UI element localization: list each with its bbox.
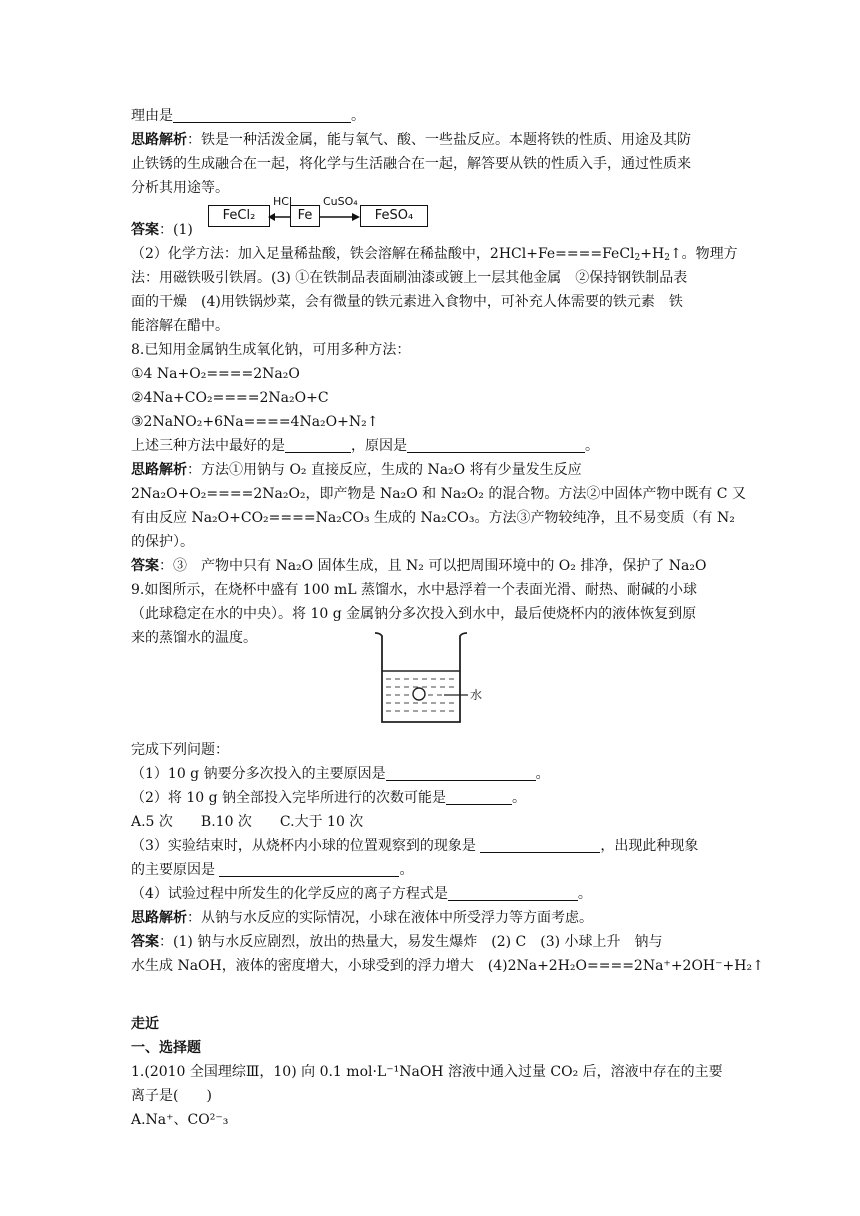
q9-part-4-text: （4）试验过程中所发生的化学反应的离子方程式是 xyxy=(131,886,448,902)
q9-stem-line-2: （此球稳定在水的中央）。将 10 g 金属钠分多次投入到水中，最后使烧杯内的液体恢复到原 xyxy=(131,606,697,622)
reaction-arrows xyxy=(266,210,366,224)
water-label: 水 xyxy=(470,688,483,702)
arrowhead-left xyxy=(268,213,275,221)
q8-ask-b: ，原因是 xyxy=(351,438,407,454)
q7-answer-text-2c: ↑。物理方 xyxy=(669,246,738,262)
q9-part-1-text: （1）10 g 钠要分多次投入的主要原因是 xyxy=(131,766,386,782)
answer-blank[interactable] xyxy=(219,860,399,877)
hcl-reagent-label: HCl xyxy=(273,195,293,208)
analysis-label: 思路解析 xyxy=(131,462,187,478)
q7-analysis-line-2: 止铁锈的生成融合在一起，将化学与生活融合在一起，解答要从铁的性质入手，通过性质来 xyxy=(131,156,691,172)
q7-answer-line-5: 能溶解在醋中。 xyxy=(131,318,229,334)
mcq-1-option-a: A.Na⁺、CO²⁻₃ xyxy=(131,1112,229,1128)
q9-analysis-text: ：从钠与水反应的实际情况，小球在液体中所受浮力等方面考虑。 xyxy=(187,910,593,926)
feso4-box: FeSO₄ xyxy=(360,205,428,227)
q7-answer-line-2: （2）化学方法：加入足量稀盐酸，铁会溶解在稀盐酸中，$2HCl+Fe====FeCl_2+H_2↑$。物理方 xyxy=(131,246,738,263)
q9-analysis-line xyxy=(131,906,736,930)
q9-part-3-cont: 的主要原因是 xyxy=(131,862,220,878)
q8-question-line xyxy=(131,434,736,458)
q8-analysis-line-3: 有由反应 Na₂O+CO₂====Na₂CO₃ 生成的 Na₂CO₃。方法③产物较纯净，且不易变质（有 N₂ xyxy=(131,510,735,526)
q9-answer-line-2: 水生成 NaOH，液体的密度增大，小球受到的浮力增大 (4)2Na+2H₂O====2Na⁺+2OH⁻+H₂↑ xyxy=(131,958,764,974)
q9-part-4 xyxy=(131,882,736,906)
answer-label: 答案 xyxy=(131,222,159,238)
q7-answer-text-2a: （2）化学方法：加入足量稀盐酸，铁会溶解在稀盐酸中，2HCl+Fe====FeCl xyxy=(131,246,635,262)
q9-part-4-end: 。 xyxy=(577,886,592,902)
q8-ask-a: 上述三种方法中最好的是 xyxy=(131,438,285,454)
q8-stem: 8.已知用金属钠生成氧化钠，可用多种方法： xyxy=(131,342,411,358)
q7-reason-line xyxy=(131,104,736,128)
q7-answer-line-3: 法：用磁铁吸引铁屑。(3) ①在铁制品表面刷油漆或镀上一层其他金属 ②保持钢铁制品表 xyxy=(131,270,688,286)
q7-answer-line-1 xyxy=(131,218,211,242)
q8-method-2: ②4Na+CO₂====2Na₂O+C xyxy=(131,390,329,406)
q8-method-1: ①4 Na+O₂====2Na₂O xyxy=(131,366,300,382)
q8-analysis-line-1 xyxy=(131,458,736,482)
q9-part-3-end: 。 xyxy=(399,862,414,878)
q8-analysis-line-2: 2Na₂O+O₂====2Na₂O₂，即产物是 Na₂O 和 Na₂O₂ 的混合物。方法②中固体产物中既有 C 又 xyxy=(131,486,746,502)
q9-part-2-end: 。 xyxy=(512,790,527,806)
answer-blank[interactable] xyxy=(285,436,351,453)
q9-intro: 完成下列问题： xyxy=(131,742,229,758)
q9-part-3-mid: ，出现此种现象 xyxy=(600,838,699,854)
q9-part-3-line-2 xyxy=(131,858,736,882)
q9-answer-text-1: ：(1) 钠与水反应剧烈，放出的热量大，易发生爆炸 (2) C (3) 小球上升 钠与 xyxy=(159,934,663,950)
answer-label: 答案 xyxy=(131,558,159,574)
floating-ball xyxy=(413,688,425,700)
answer-blank[interactable] xyxy=(446,788,512,805)
analysis-label: 思路解析 xyxy=(131,132,187,148)
beaker-figure xyxy=(372,630,492,728)
section-title: 走近 xyxy=(131,1016,159,1032)
q9-part-1-end: 。 xyxy=(535,766,550,782)
analysis-label: 思路解析 xyxy=(131,910,187,926)
q7-reason-prefix: 理由是 xyxy=(131,108,173,124)
answer-blank[interactable] xyxy=(407,436,585,453)
q8-answer-text: ：③ 产物中只有 Na₂O 固体生成，且 N₂ 可以把周围环境中的 O₂ 排净，保护了 Na₂O xyxy=(159,558,707,574)
answer-blank[interactable] xyxy=(480,836,600,853)
q7-analysis-text-1: ：铁是一种活泼金属，能与氧气、酸、一些盐反应。本题将铁的性质、用途及其防 xyxy=(187,132,691,148)
q7-answer-line-4: 面的干燥 (4)用铁锅炒菜，会有微量的铁元素进入食物中，可补充人体需要的铁元素 铁 xyxy=(131,294,683,310)
q9-part-2-text: （2）将 10 g 钠全部投入完毕所进行的次数可能是 xyxy=(131,790,447,806)
q7-answer-part1: ：(1) xyxy=(159,222,193,238)
cuso4-reagent-label: CuSO₄ xyxy=(323,195,358,208)
q8-analysis-line-4: 的保护）。 xyxy=(131,534,194,550)
answer-blank[interactable] xyxy=(173,106,351,123)
mcq-1-stem-line-1: 1.(2010 全国理综Ⅲ，10) 向 0.1 mol·L⁻¹NaOH 溶液中通入过量 CO₂ 后，溶液中存在的主要 xyxy=(131,1064,723,1080)
q9-part-3-text: （3）实验结束时，从烧杯内小球的位置观察到的现象是 xyxy=(131,838,481,854)
q8-answer-line xyxy=(131,554,736,578)
q7-reason-suffix: 。 xyxy=(351,108,365,124)
mcq-1-stem-line-2: 离子是( ) xyxy=(131,1088,212,1104)
q9-answer-line-1 xyxy=(131,930,736,954)
q7-analysis-line-3: 分析其用途等。 xyxy=(131,180,229,196)
q7-answer-text-2b: +H xyxy=(640,246,665,262)
q8-ask-c: 。 xyxy=(585,438,599,454)
answer-blank[interactable] xyxy=(386,764,536,781)
q9-part-3-line-1 xyxy=(131,834,736,858)
beaker-outline xyxy=(375,633,467,722)
q7-analysis-line-1 xyxy=(131,128,736,152)
q9-part-1 xyxy=(131,762,736,786)
q9-part-2 xyxy=(131,786,736,810)
answer-blank[interactable] xyxy=(448,884,578,901)
q8-analysis-text-1: ：方法①用钠与 O₂ 直接反应，生成的 Na₂O 将有少量发生反应 xyxy=(187,462,582,478)
section-subtitle: 一、选择题 xyxy=(131,1040,201,1056)
q9-options: A.5 次 B.10 次 C.大于 10 次 xyxy=(131,814,364,830)
fe-box: Fe xyxy=(290,205,320,227)
answer-label: 答案 xyxy=(131,934,159,950)
arrowhead-right xyxy=(352,213,360,221)
q8-method-3: ③2NaNO₂+6Na====4Na₂O+N₂↑ xyxy=(131,414,379,430)
q9-stem-line-3: 来的蒸馏水的温度。 xyxy=(131,630,257,646)
fecl2-box: FeCl₂ xyxy=(208,205,270,227)
q9-stem-line-1: 9.如图所示，在烧杯中盛有 100 mL 蒸馏水，水中悬浮着一个表面光滑、耐热、耐碱的小球 xyxy=(131,582,697,598)
